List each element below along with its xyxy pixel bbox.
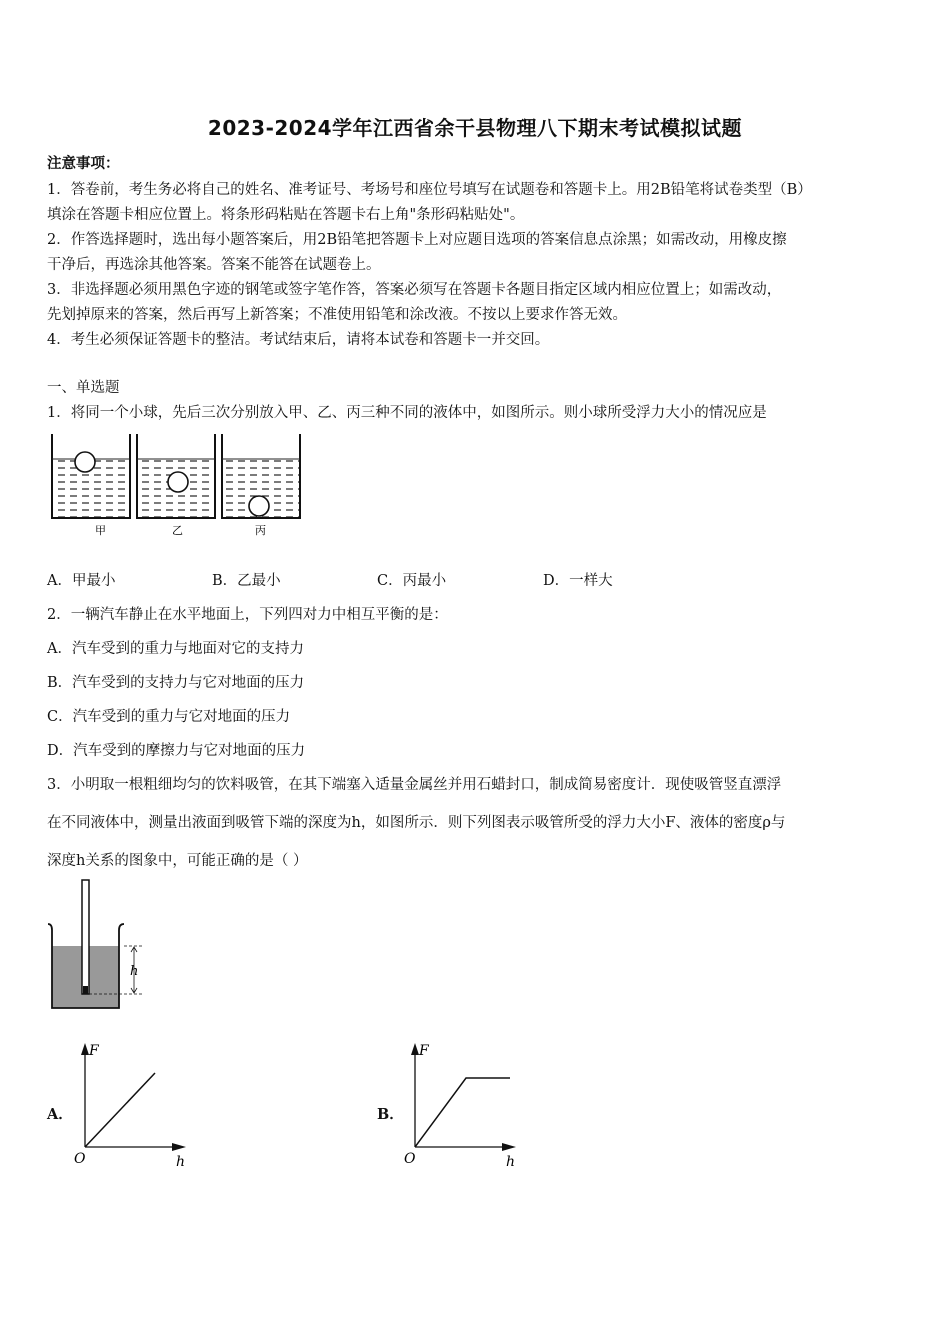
q3-graph-b (400, 1035, 530, 1175)
q1-option-a: A．甲最小 (47, 573, 116, 589)
origin-label: O (74, 1151, 86, 1167)
q3-stem-line: 3．小明取一根粗细均匀的饮料吸管，在其下端塞入适量金属丝并用石蜡封口，制成简易密度计．现使吸管竖直漂浮 (47, 777, 782, 793)
beaker-jia (52, 434, 130, 518)
q1-option-b: B．乙最小 (212, 573, 281, 589)
q1-option-d: D．一样大 (543, 573, 613, 589)
notice-line: 4．考生必须保证答题卡的整洁。考试结束后，请将本试卷和答题卡一并交回。 (47, 332, 550, 348)
q1-stem: 1．将同一个小球，先后三次分别放入甲、乙、丙三种不同的液体中，如图所示。则小球所受浮力大小的情况应是 (47, 405, 767, 421)
notice-line: 1．答卷前，考生务必将自己的姓名、准考证号、考场号和座位号填写在试题卷和答题卡上。用2B铅笔将试卷类型（B） (47, 182, 812, 198)
q2-option-a: A．汽车受到的重力与地面对它的支持力 (47, 641, 304, 657)
axis-y-label: F (89, 1043, 99, 1059)
axis-y-label: F (419, 1043, 429, 1059)
beaker-label: 乙 (172, 524, 183, 537)
q1-beakers-figure (45, 430, 310, 542)
q3-stem-line: 在不同液体中，测量出液面到吸管下端的深度为h，如图所示．则下列图表示吸管所受的浮力大小F、液体的密度ρ与 (47, 815, 786, 831)
q3-stem-line: 深度h关系的图象中，可能正确的是（ ） (47, 853, 308, 869)
axis-x-label: h (506, 1154, 516, 1170)
q2-option-c: C．汽车受到的重力与它对地面的压力 (47, 709, 291, 725)
notice-line: 填涂在答题卡相应位置上。将条形码粘贴在答题卡右上角"条形码粘贴处"。 (47, 207, 525, 223)
axis-x-label: h (176, 1154, 186, 1170)
notice-line: 2．作答选择题时，选出每小题答案后，用2B铅笔把答题卡上对应题目选项的答案信息点涂黑；如需改动，用橡皮擦 (47, 232, 787, 248)
section-heading: 一、单选题 (47, 380, 120, 396)
q2-option-d: D．汽车受到的摩擦力与它对地面的压力 (47, 743, 306, 759)
q2-option-b: B．汽车受到的支持力与它对地面的压力 (47, 675, 305, 691)
origin-label: O (404, 1151, 416, 1167)
beaker-yi (137, 434, 215, 518)
q1-option-c: C．丙最小 (377, 573, 447, 589)
q3-option-b-label: B． (377, 1106, 404, 1123)
notice-line: 先划掉原来的答案，然后再写上新答案；不准使用铅笔和涂改液。不按以上要求作答无效。 (47, 307, 627, 323)
notice-line: 干净后，再选涂其他答案。答案不能答在试题卷上。 (47, 257, 381, 273)
page-title: 2023-2024学年江西省余干县物理八下期末考试模拟试题 (207, 116, 743, 140)
q3-option-a-label: A． (47, 1106, 73, 1123)
q3-beaker-figure (40, 878, 170, 1018)
beaker-bing (222, 434, 300, 518)
q3-graph-a (70, 1035, 200, 1175)
depth-label: h (130, 964, 139, 979)
beaker-label: 甲 (95, 524, 106, 537)
beaker-label: 丙 (255, 524, 266, 537)
q2-stem: 2．一辆汽车静止在水平地面上，下列四对力中相互平衡的是： (47, 607, 448, 623)
notice-line: 3．非选择题必须用黑色字迹的钢笔或签字笔作答，答案必须写在答题卡各题目指定区域内相应位置上；如需改动， (47, 282, 782, 298)
notice-heading: 注意事项： (47, 155, 120, 172)
